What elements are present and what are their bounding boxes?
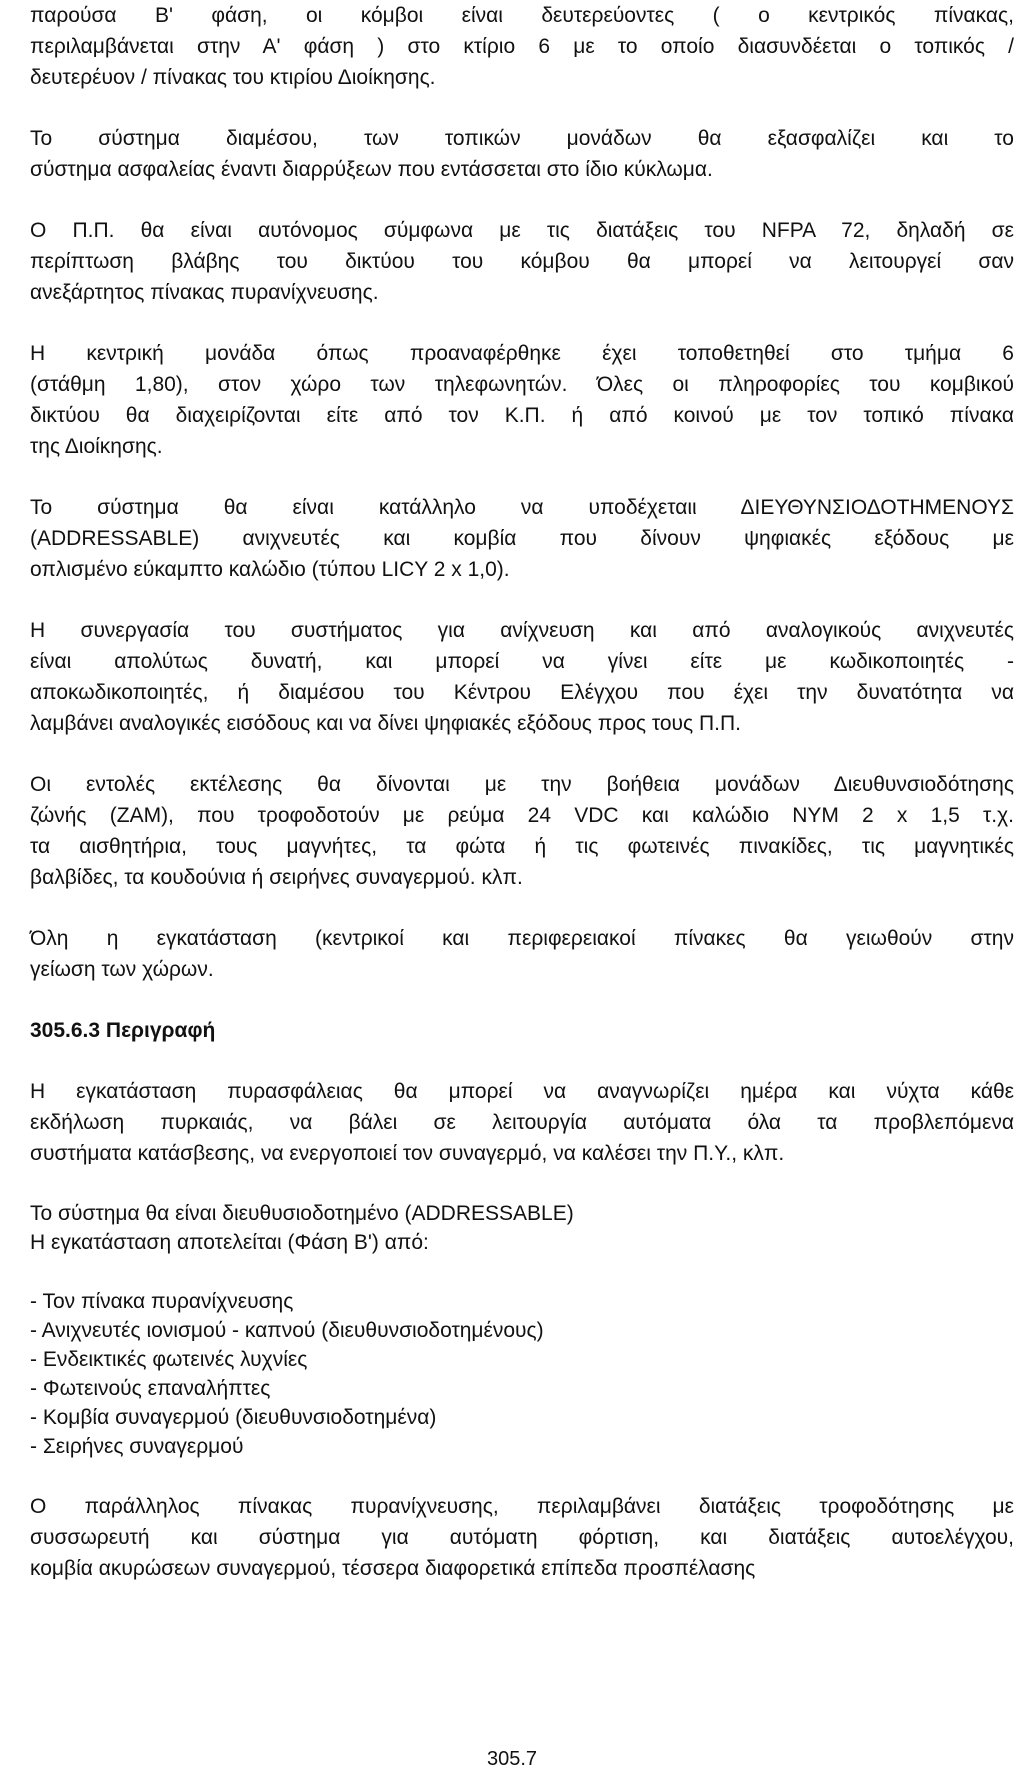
paragraph [30, 615, 1014, 739]
paragraph [30, 338, 1014, 462]
text-line: κομβία ακυρώσεων συναγερμού, τέσσερα διαφορετικά επίπεδα προσπέλασης [30, 1557, 756, 1580]
text-line: Η συνεργασία του συστήματος για ανίχνευση και από αναλογικούς ανιχνευτές [30, 619, 1014, 642]
text-line: Ο παράλληλος πίνακας πυρανίχνευσης, περιλαμβάνει διατάξεις τροφοδότησης με [30, 1495, 1014, 1518]
text-line: αποκωδικοποιητές, ή διαμέσου του Κέντρου Ελέγχου που έχει την δυνατότητα να [30, 681, 1014, 704]
text-line: περιλαμβάνεται στην Α' φάση ) στο κτίριο 6 με το οποίο διασυνδέεται ο τοπικός / [30, 35, 1014, 58]
document-page [30, 0, 1014, 1614]
body-text-top [30, 0, 1014, 985]
text-line: τα αισθητήρια, τους μαγνήτες, τα φώτα ή τις φωτεινές πινακίδες, τις μαγνητικές [30, 835, 1014, 858]
text-line: Όλη η εγκατάσταση (κεντρικοί και περιφερειακοί πίνακες θα γειωθούν στην [30, 927, 1014, 950]
text-line: περίπτωση βλάβης του δικτύου του κόμβου θα μπορεί να λειτουργεί σαν [30, 250, 1014, 273]
page-number: 305.7 [486, 1748, 538, 1770]
paragraph [30, 492, 1014, 585]
text-line: συστήματα κατάσβεσης, να ενεργοποιεί τον συναγερμό, να καλέσει την Π.Υ., κλπ. [30, 1142, 785, 1165]
list-item: - Κομβία συναγερμού (διευθυνσιοδοτημένα) [30, 1406, 437, 1429]
text-line: Η εγκατάσταση πυρασφάλειας θα μπορεί να αναγνωρίζει ημέρα και νύχτα κάθε [30, 1080, 1014, 1103]
paragraph [30, 769, 1014, 893]
text-line: Ο Π.Π. θα είναι αυτόνομος σύμφωνα με τις διατάξεις του NFPA 72, δηλαδή σε [30, 219, 1014, 242]
text-line: σύστημα ασφαλείας έναντι διαρρύξεων που εντάσσεται στο ίδιο κύκλωμα. [30, 158, 713, 181]
text-line: βαλβίδες, τα κουδούνια ή σειρήνες συναγερμού. κλπ. [30, 866, 523, 889]
text-line: συσσωρευτή και σύστημα για αυτόματη φόρτιση, και διατάξεις αυτοελέγχου, [30, 1526, 1014, 1549]
paragraph [30, 215, 1014, 308]
text-line: εκδήλωση πυρκαιάς, να βάλει σε λειτουργία αυτόματα όλα τα προβλεπόμενα [30, 1111, 1014, 1134]
text-line: λαμβάνει αναλογικές εισόδους και να δίνει ψηφιακές εξόδους προς τους Π.Π. [30, 712, 741, 735]
text-line: Το σύστημα θα είναι κατάλληλο να υποδέχεταιι ΔΙΕΥΘΥΝΣΙΟΔΟΤΗΜΕΝΟΥΣ [30, 496, 1014, 519]
text-line: δικτύου θα διαχειρίζονται είτε από τον Κ.Π. ή από κοινού με τον τοπικό πίνακα [30, 404, 1014, 427]
intro-line: Το σύστημα θα είναι διευθυσιοδοτημένο (ADDRESSABLE) [30, 1202, 574, 1225]
body-text-bottom [30, 1491, 1014, 1584]
text-line: παρούσα Β' φάση, οι κόμβοι είναι δευτερεύοντες ( ο κεντρικός πίνακας, [30, 4, 1014, 27]
text-line: είναι απολύτως δυνατή, και μπορεί να γίνει είτε με κωδικοποιητές - [30, 650, 1014, 673]
text-line: (στάθμη 1,80), στον χώρο των τηλεφωνητών. Όλες οι πληροφορίες του κομβικού [30, 373, 1014, 396]
list-item: - Φωτεινούς επαναλήπτες [30, 1377, 271, 1400]
paragraph [30, 123, 1014, 185]
section-heading: 305.6.3 Περιγραφή [30, 1019, 216, 1042]
text-line: δευτερέυον / πίνακας του κτιρίου Διοίκησης. [30, 66, 436, 89]
intro-line: Η εγκατάσταση αποτελείται (Φάση Β') από: [30, 1231, 429, 1254]
list-item: - Σειρήνες συναγερμού [30, 1435, 244, 1458]
text-line: Οι εντολές εκτέλεσης θα δίνονται με την βοήθεια μονάδων Διευθυνσιοδότησης [30, 773, 1014, 796]
paragraph [30, 923, 1014, 985]
text-line: οπλισμένο εύκαμπτο καλώδιο (τύπου LICY 2 x 1,0). [30, 558, 510, 581]
text-line: της Διοίκησης. [30, 435, 163, 458]
text-line: ανεξάρτητος πίνακας πυρανίχνευσης. [30, 281, 379, 304]
list-item: - Ανιχνευτές ιονισμού - καπνού (διευθυνσιοδοτημένους) [30, 1319, 544, 1342]
paragraph [30, 0, 1014, 93]
paragraph [30, 1076, 1014, 1169]
text-line: Το σύστημα διαμέσου, των τοπικών μονάδων θα εξασφαλίζει και το [30, 127, 1014, 150]
list-item: - Ενδεικτικές φωτεινές λυχνίες [30, 1348, 308, 1371]
body-text-description [30, 1076, 1014, 1169]
text-line: (ADDRESSABLE) ανιχνευτές και κομβία που δίνουν ψηφιακές εξόδους με [30, 527, 1014, 550]
paragraph [30, 1491, 1014, 1584]
installation-intro [30, 1199, 1014, 1257]
list-item: - Τον πίνακα πυρανίχνευσης [30, 1290, 294, 1313]
text-line: Η κεντρική μονάδα όπως προαναφέρθηκε έχει τοποθετηθεί στο τμήμα 6 [30, 342, 1014, 365]
component-list [30, 1287, 1014, 1461]
text-line: ζώνής (ΖΑΜ), που τροφοδοτούν με ρεύμα 24 VDC και καλώδιο ΝΥΜ 2 x 1,5 τ.χ. [30, 804, 1014, 827]
text-line: γείωση των χώρων. [30, 958, 214, 981]
